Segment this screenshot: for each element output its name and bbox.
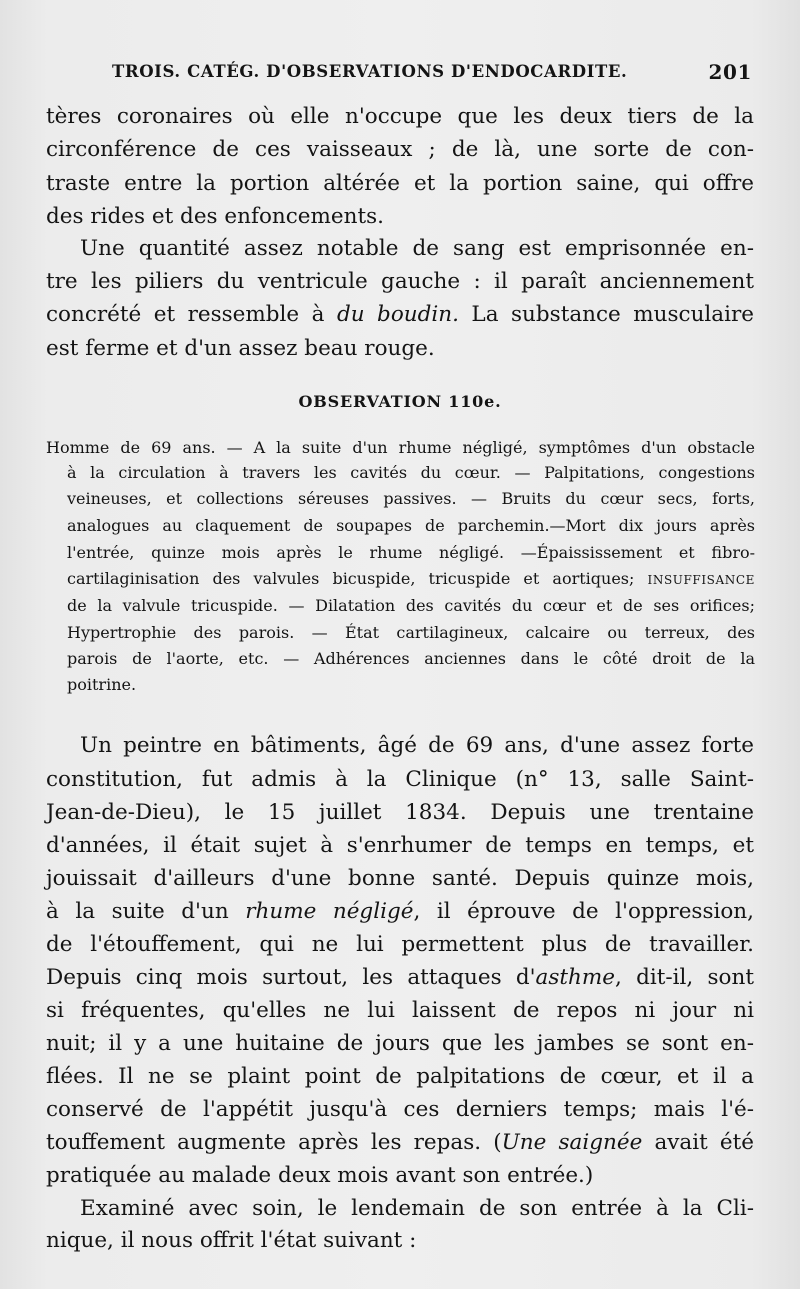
italic-text: Une saignée [501, 1130, 643, 1155]
small-caps-text: INSUFFISANCE [647, 573, 755, 587]
text-line: Jean-de-Dieu), le 15 juillet 1834. Depuis une trentaine [46, 800, 754, 825]
text-line: traste entre la portion altérée et la portion saine, qui offre [46, 171, 754, 196]
summary-line: à la circulation à travers les cavités du cœur. — Palpitations, congestions [67, 463, 755, 482]
text-line: est ferme et d'un assez beau rouge. [46, 336, 435, 361]
text-line [46, 1128, 754, 1158]
text-line: d'années, il était sujet à s'enrhumer de temps en temps, et [46, 833, 754, 858]
summary-line [67, 568, 755, 591]
text-line [46, 963, 754, 993]
text-line: constitution, fut admis à la Clinique (n° 13, salle Saint- [46, 767, 754, 792]
text-line: si fréquentes, qu'elles ne lui laissent de repos ni jour ni [46, 998, 754, 1023]
observation-heading: OBSERVATION 110e. [298, 392, 502, 411]
text-run: avait été [642, 1130, 754, 1155]
text-line: circonférence de ces vaisseaux ; de là, une sorte de con- [46, 137, 754, 162]
text-line: pratiquée au malade deux mois avant son entrée.) [46, 1163, 594, 1188]
running-head [112, 62, 752, 86]
text-line: nique, il nous offrit l'état suivant : [46, 1228, 417, 1253]
text-line: des rides et des enfoncements. [46, 204, 384, 229]
page-number: 201 [708, 60, 752, 84]
text-line: Un peintre en bâtiments, âgé de 69 ans, d'une assez forte [80, 733, 754, 758]
text-run: concrété et ressemble à [46, 302, 337, 327]
summary-line: veineuses, et collections séreuses passives. — Bruits du cœur secs, forts, [67, 489, 755, 508]
running-head-title: TROIS. CATÉG. D'OBSERVATIONS D'ENDOCARDITE. [112, 62, 628, 81]
text-line: jouissait d'ailleurs d'une bonne santé. Depuis quinze mois, [46, 866, 754, 891]
text-line: conservé de l'appétit jusqu'à ces derniers temps; mais l'é- [46, 1097, 754, 1122]
text-run: La substance musculaire [458, 302, 754, 327]
summary-line: Homme de 69 ans. — A la suite d'un rhume négligé, symptômes d'un obstacle [46, 438, 755, 457]
text-line: flées. Il ne se plaint point de palpitations de cœur, et il a [46, 1064, 754, 1089]
italic-text: du boudin. [336, 302, 459, 327]
text-run: Depuis cinq mois surtout, les attaques d' [46, 965, 536, 990]
summary-line: l'entrée, quinze mois après le rhume négligé. —Épaississement et fibro- [67, 543, 755, 562]
text-run: , il éprouve de l'oppression, [413, 899, 754, 924]
text-run: cartilaginisation des valvules bicuspide, tricuspide et aortiques; [67, 569, 648, 588]
summary-line: analogues au claquement de soupapes de parchemin.—Mort dix jours après [67, 516, 755, 535]
text-run: à la suite d'un [46, 899, 246, 924]
italic-text: asthme [535, 965, 615, 990]
italic-text: rhume négligé [245, 899, 414, 924]
text-line: de l'étouffement, qui ne lui permettent plus de travailler. [46, 932, 754, 957]
text-line: tères coronaires où elle n'occupe que les deux tiers de la [46, 104, 754, 129]
text-line: Examiné avec soin, le lendemain de son entrée à la Cli- [80, 1196, 754, 1221]
text-line: Une quantité assez notable de sang est emprisonnée en- [80, 236, 754, 261]
summary-line: parois de l'aorte, etc. — Adhérences anciennes dans le côté droit de la [67, 649, 755, 668]
text-line: nuit; il y a une huitaine de jours que les jambes se sont en- [46, 1031, 754, 1056]
text-run: , dit-il, sont [615, 965, 754, 990]
summary-line: Hypertrophie des parois. — État cartilagineux, calcaire ou terreux, des [67, 623, 755, 642]
text-line: tre les piliers du ventricule gauche : il paraît anciennement [46, 269, 754, 294]
text-line [46, 300, 754, 330]
text-line [46, 897, 754, 927]
summary-line: de la valvule tricuspide. — Dilatation des cavités du cœur et de ses orifices; [67, 596, 755, 615]
text-run: touffement augmente après les repas. ( [46, 1130, 502, 1155]
summary-line: poitrine. [67, 675, 137, 694]
